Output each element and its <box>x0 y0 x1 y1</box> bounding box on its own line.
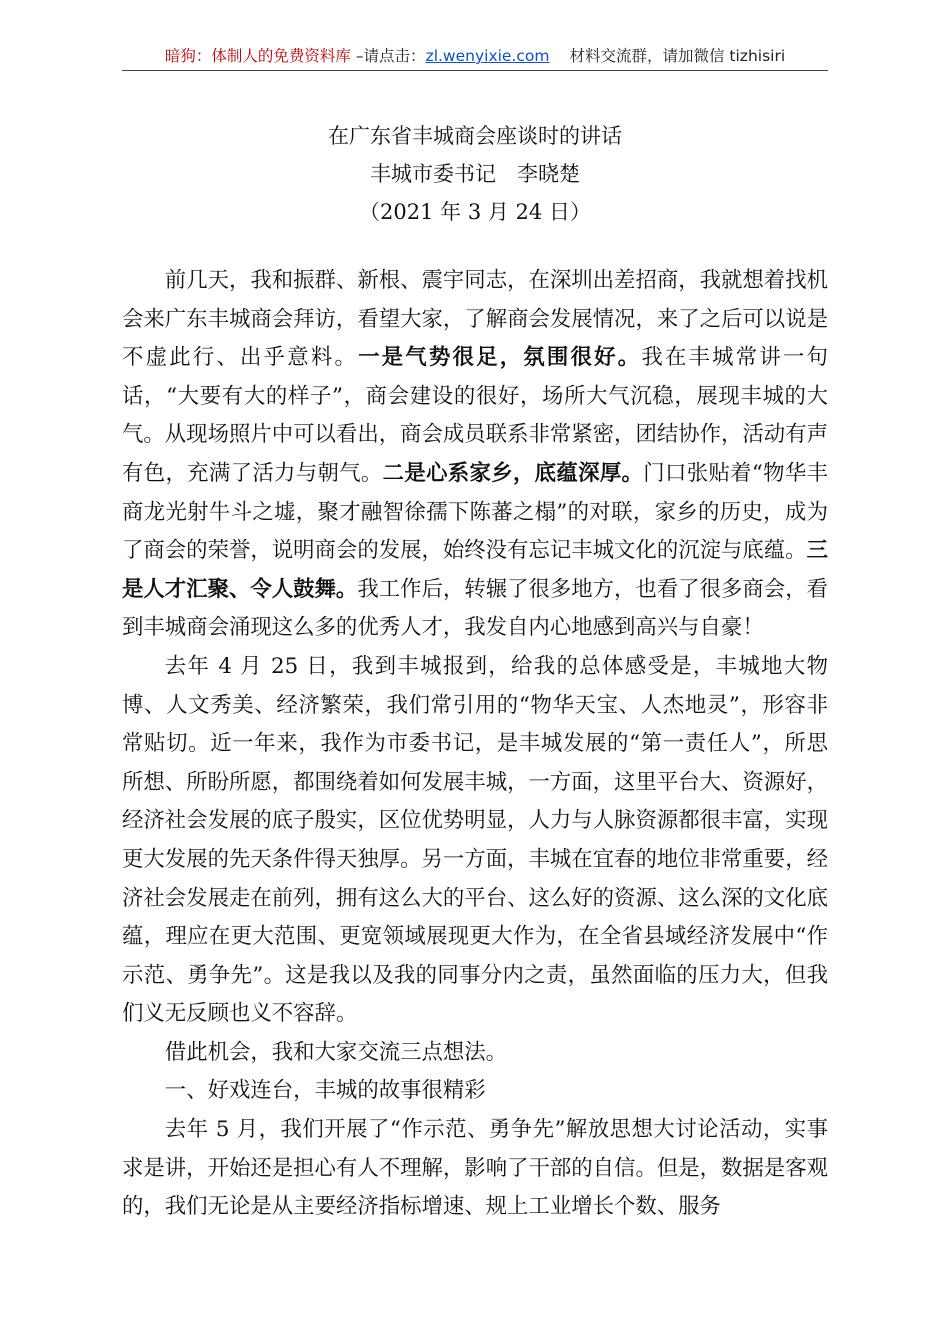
section-heading-1: 一、好戏连台，丰城的故事很精彩 <box>164 1078 486 1104</box>
p1-bold-point-2: 二是心系家乡，底蕴深厚。 <box>382 460 644 486</box>
doc-author: 丰城市委书记 李晓楚 <box>370 162 580 186</box>
p1-text-e: 我工作后，转辗了很多地方，也看了很多商会，看到丰城商会涌现这么多的优秀人才，我发自内心地感到高兴与自豪！ <box>122 576 828 641</box>
p1-bold-point-1: 一是气势很足，氛围很好。 <box>358 345 642 371</box>
p1-bold-point-3: 三是人才汇聚、令人鼓舞。 <box>122 538 828 602</box>
header-brand: 暗狗：体制人的免费资料库 <box>164 47 351 65</box>
header-link[interactable]: zl.wenyixie.com <box>425 47 550 65</box>
header-group-info: 材料交流群，请加微信 tizhisiri <box>569 47 786 65</box>
paragraph-1 <box>122 262 828 648</box>
header-divider <box>122 70 828 71</box>
doc-date: （2021 年 3 月 24 日） <box>359 200 591 224</box>
p1-text-a: 前几天，我和振群、新根、震宇同志，在深圳出差招商，我就想着找机会来广东丰城商会拜访，看望大家，了解商会发展情况，来了之后可以说是不虚此行、出乎意料。 <box>122 268 828 371</box>
paragraph-5: 去年 5 月，我们开展了“作示范、勇争先”解放思想大讨论活动，实事求是讲，开始还是担心有人不理解，影响了干部的自信。但是，数据是客观的，我们无论是从主要经济指标增速、规上工业增长个数、服务 <box>122 1117 828 1220</box>
title-block <box>0 117 950 231</box>
document-body <box>122 262 828 1227</box>
header-prompt: –请点击： <box>350 47 426 65</box>
paragraph-2: 去年 4 月 25 日，我到丰城报到，给我的总体感受是，丰城地大物博、人文秀美、经济繁荣，我们常引用的“物华天宝、人杰地灵”，形容非常贴切。近一年来，我作为市委书记，是丰城发展的“第一责任人”，所思所想、所盼所愿，都围绕着如何发展丰城，一方面，这里平台大、资源好，经济社会发展的底子殷实，区位优势明显，人力与人脉资源都很丰富，实现更大发展的先天条件得天独厚。另一方面，丰城在宜春的地位非常重要，经济社会发展走在前列，拥有这么大的平台、这么好的资源、这么深的文化底蕴，理应在更大范围、更宽领域展现更大作为，在全省县域经济发展中“作示范、勇争先”。这是我以及我的同事分内之责，虽然面临的压力大，但我们义无反顾也义不容辞。 <box>122 653 828 1027</box>
page-header <box>0 44 950 68</box>
p1-text-d: 门口张贴着“物华丰商龙光射牛斗之墟，聚才融智徐孺下陈蕃之榻”的对联，家乡的历史，成为了商会的荣誉，说明商会的发展，始终没有忘记丰城文化的沉淀与底蕴。 <box>122 460 828 564</box>
doc-title: 在广东省丰城商会座谈时的讲话 <box>328 124 622 148</box>
paragraph-3: 借此机会，我和大家交流三点想法。 <box>164 1039 508 1065</box>
p1-text-c: 我在丰城常讲一句话，“大要有大的样子”，商会建设的很好，场所大气沉稳，展现丰城的大气。从现场照片中可以看出，商会成员联系非常紧密，团结协作，活动有声有色，充满了活力与朝气。 <box>122 345 828 486</box>
